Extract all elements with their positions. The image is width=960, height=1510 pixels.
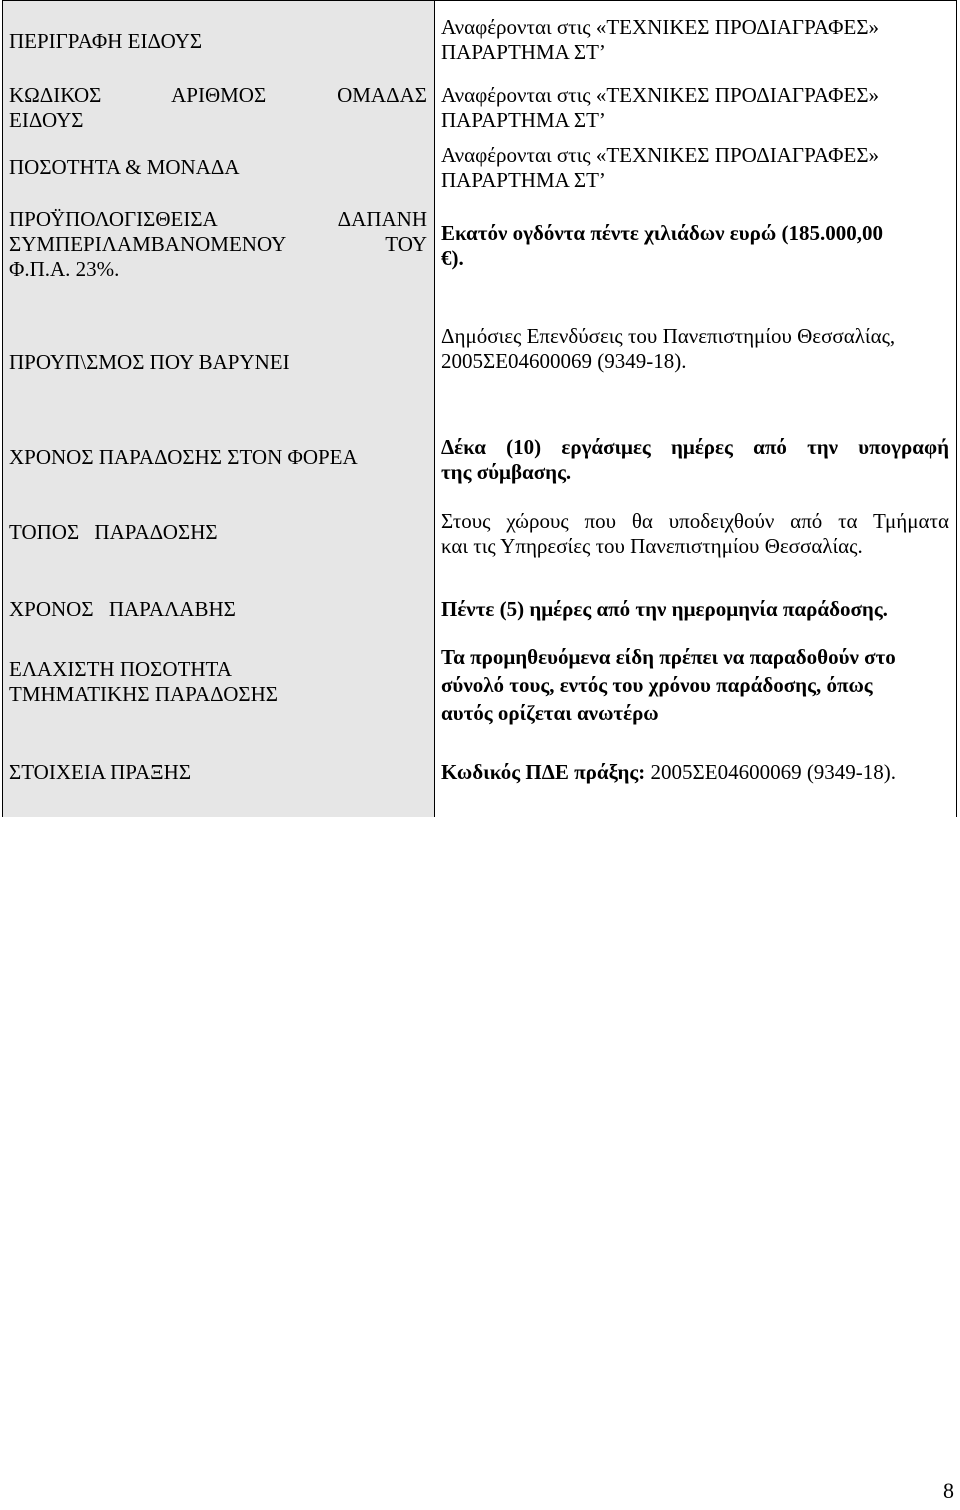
label-cell — [3, 137, 435, 200]
row-delivery — [3, 414, 956, 577]
value-cell — [435, 577, 956, 817]
value-line: και τις Υπηρεσίες του Πανεπιστημίου Θεσσαλίας. — [441, 534, 863, 558]
value-line: Εκατόν ογδόντα πέντε χιλιάδων ευρώ (185.000,00 — [441, 221, 883, 245]
label-line: ΕΛΑΧΙΣΤΗ ΠΟΣΟΤΗΤΑ — [9, 657, 232, 681]
value-line: ΠΑΡΑΡΤΗΜΑ ΣΤ’ — [441, 40, 606, 64]
value-line: €). — [441, 246, 464, 270]
value-line: Τα προμηθευόμενα είδη πρέπει να παραδοθούν στο — [441, 645, 896, 669]
label-line: ΠΟΣΟΤΗΤΑ & ΜΟΝΑΔΑ — [9, 155, 240, 179]
value-line: Αναφέρονται στις «ΤΕΧΝΙΚΕΣ ΠΡΟΔΙΑΓΡΑΦΕΣ» — [441, 15, 880, 39]
label-line: ΤΟΠΟΣ ΠΑΡΑΔΟΣΗΣ — [9, 520, 218, 544]
value-cell — [435, 414, 956, 577]
label-cell — [3, 577, 435, 817]
value-line: Δημόσιες Επενδύσεις του Πανεπιστημίου Θεσσαλίας, — [441, 324, 896, 348]
row-item-description — [3, 1, 956, 73]
label-line: ΧΡΟΝΟΣ ΠΑΡΑΔΟΣΗΣ ΣΤΟΝ ΦΟΡΕΑ — [9, 445, 358, 469]
value-line: σύνολό τους, εντός του χρόνου παράδοσης, όπως — [441, 673, 873, 697]
value-cell — [435, 1, 956, 73]
label-line: ΠΕΡΙΓΡΑΦΗ ΕΙΔΟΥΣ — [9, 29, 203, 53]
value-cell — [435, 137, 956, 200]
label-line: ΣΤΟΙΧΕΙΑ ΠΡΑΞΗΣ — [9, 760, 192, 784]
label-line: ΠΡΟΥΠ\ΣΜΟΣ ΠΟΥ ΒΑΡΥΝΕΙ — [9, 350, 290, 374]
procurement-specs-table — [2, 0, 957, 817]
row-budget — [3, 293, 956, 414]
value-rest: 2005ΣΕ04600069 (9349-18). — [645, 760, 897, 784]
value-cell — [435, 200, 956, 293]
value-line: Αναφέρονται στις «ΤΕΧΝΙΚΕΣ ΠΡΟΔΙΑΓΡΑΦΕΣ» — [441, 83, 880, 107]
label-line: ΤΜΗΜΑΤΙΚΗΣ ΠΑΡΑΔΟΣΗΣ — [9, 682, 278, 706]
value-line: ΠΑΡΑΡΤΗΜΑ ΣΤ’ — [441, 168, 606, 192]
value-line: 2005ΣΕ04600069 (9349-18). — [441, 349, 687, 373]
label-line: ΧΡΟΝΟΣ ΠΑΡΑΛΑΒΗΣ — [9, 597, 236, 621]
label-line: ΠΡΟΫΠΟΛΟΓΙΣΘΕΙΣΑ ΔΑΠΑΝΗ — [9, 207, 427, 231]
label-cell — [3, 293, 435, 414]
value-line: Στους χώρους που θα υποδειχθούν από τα Τμήματα — [441, 509, 949, 533]
value-line: αυτός ορίζεται ανωτέρω — [441, 701, 659, 725]
value-bold-label: Κωδικός ΠΔΕ πράξης: — [441, 760, 646, 784]
value-line: της σύμβασης. — [441, 460, 572, 484]
value-line: Πέντε (5) ημέρες από την ημερομηνία παράδοσης. — [441, 597, 888, 621]
label-cell — [3, 414, 435, 577]
label-cell — [3, 73, 435, 137]
page-number: 8 — [943, 1478, 954, 1503]
label-line: ΣΥΜΠΕΡΙΛΑΜΒΑΝΟΜΕΝΟΥ ΤΟΥ — [9, 232, 427, 256]
value-cell — [435, 73, 956, 137]
row-quantity-unit — [3, 137, 956, 200]
value-line — [441, 760, 896, 785]
label-line: ΚΩΔΙΚΟΣ ΑΡΙΘΜΟΣ ΟΜΑΔΑΣ — [9, 83, 427, 107]
value-cell — [435, 293, 956, 414]
value-line: ΠΑΡΑΡΤΗΜΑ ΣΤ’ — [441, 108, 606, 132]
value-line: Αναφέρονται στις «ΤΕΧΝΙΚΕΣ ΠΡΟΔΙΑΓΡΑΦΕΣ» — [441, 143, 880, 167]
label-line: Φ.Π.Α. 23%. — [9, 257, 120, 281]
label-line: ΕΙΔΟΥΣ — [9, 108, 84, 132]
label-cell — [3, 200, 435, 293]
row-estimated-cost — [3, 200, 956, 293]
row-receipt — [3, 577, 956, 817]
label-cell — [3, 1, 435, 73]
row-group-code — [3, 73, 956, 137]
value-line: Δέκα (10) εργάσιμες ημέρες από την υπογραφή — [441, 435, 949, 459]
